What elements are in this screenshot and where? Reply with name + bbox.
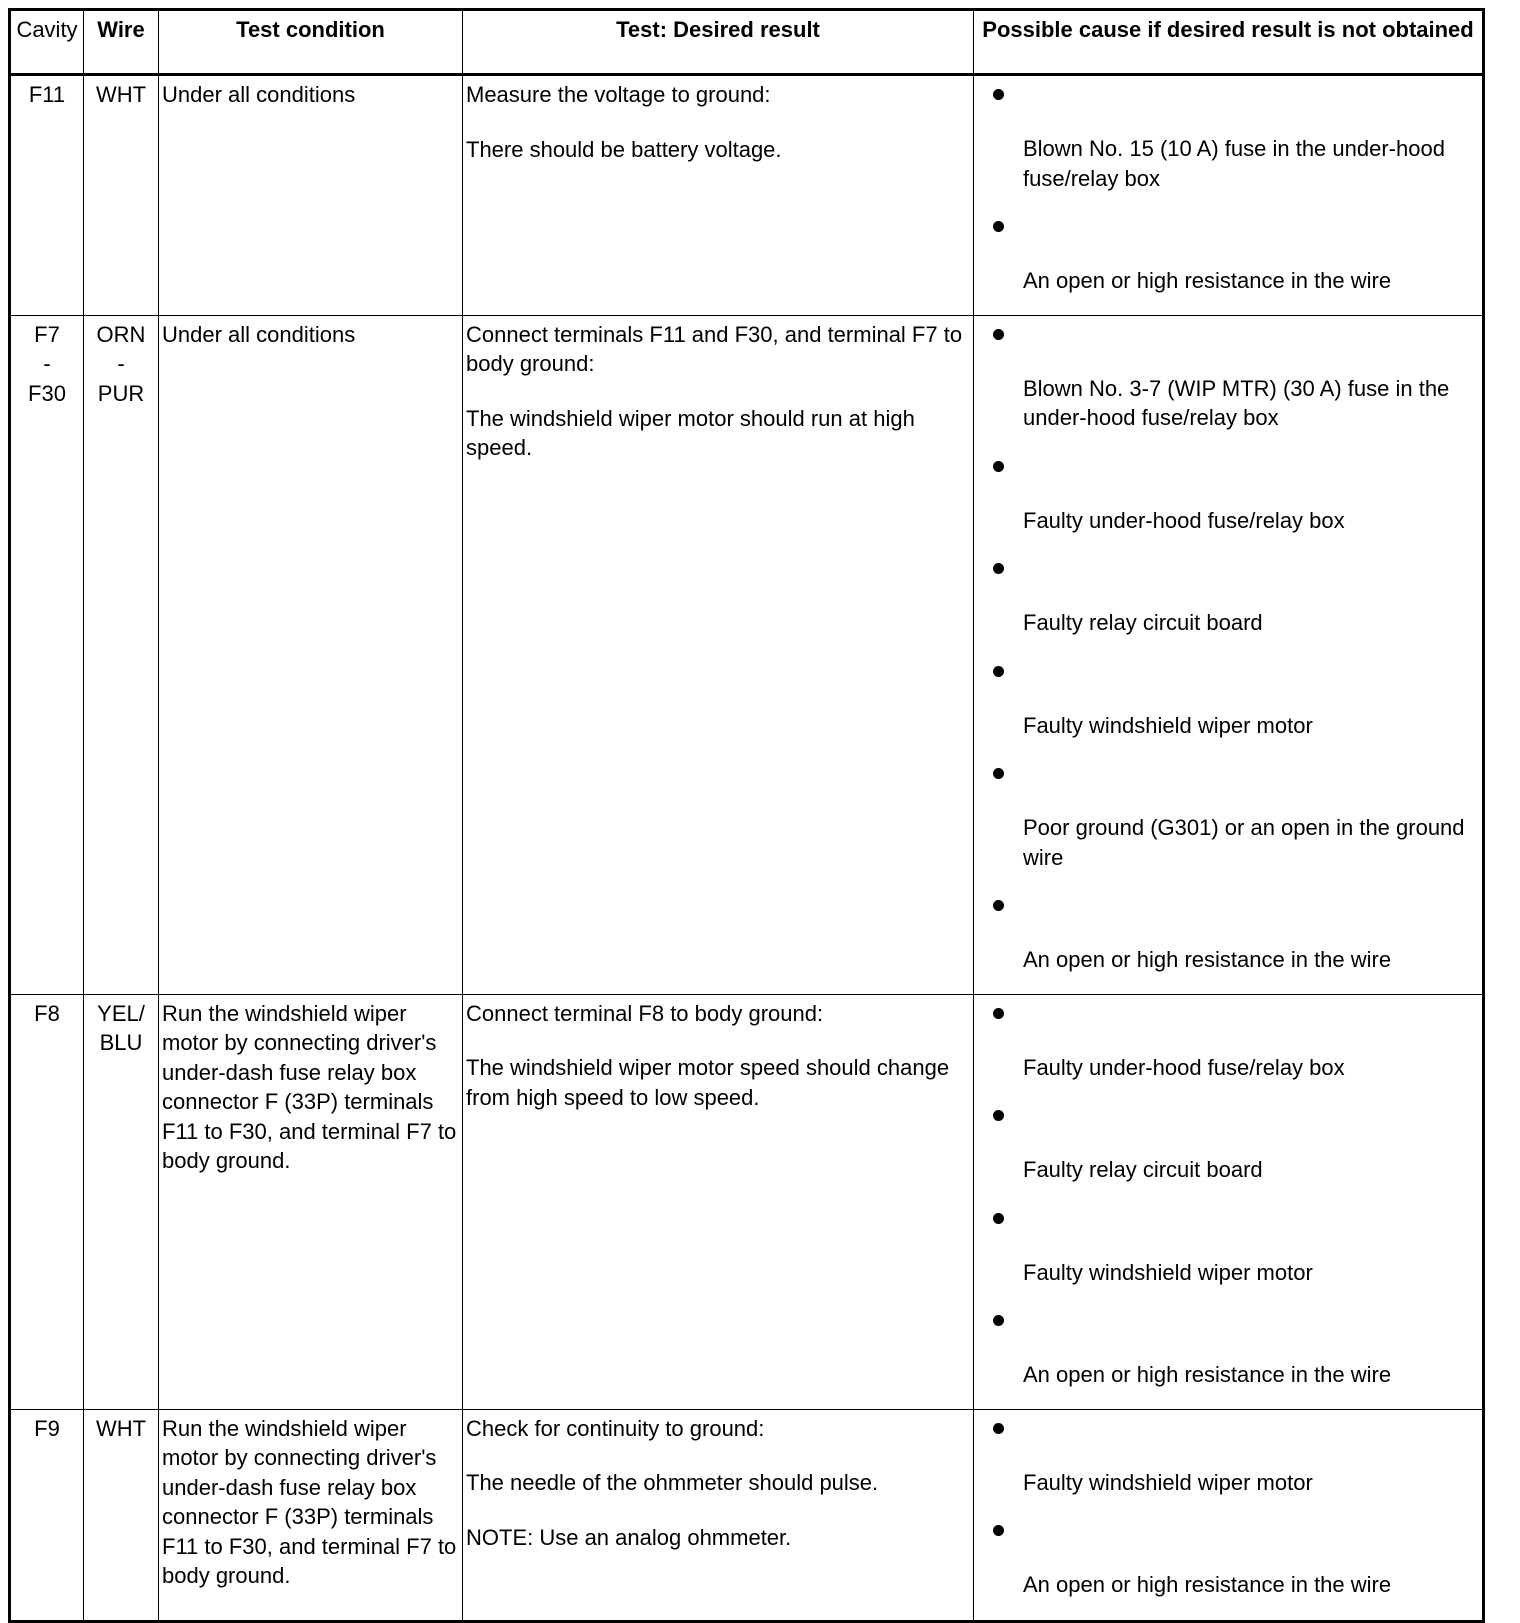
cavity-cell [10,75,84,316]
cause-text: An open or high resistance in the wire [1023,947,1392,972]
cavity-cell [10,315,84,994]
wire-cell [84,315,159,994]
cavity-line: F8 [34,1000,60,1026]
cause-item [974,759,1479,872]
cause-item [974,891,1479,975]
condition-cell: Under all conditions [159,315,463,994]
cause-item [974,1516,1479,1600]
cause-item [974,999,1479,1083]
result-text: Measure the voltage to ground: [466,82,771,107]
cause-cell [974,315,1484,994]
cavity-line: F7 [34,321,60,347]
cause-item [974,452,1479,536]
bullet [974,212,1479,241]
bullet-icon [993,89,1004,100]
diagnostic-table [8,8,1485,1623]
bullet [974,1516,1479,1545]
bullet [974,554,1479,583]
result-text: There should be battery voltage. [466,136,782,162]
cause-item [974,657,1479,741]
cause-text: Blown No. 3-7 (WIP MTR) (30 A) fuse in the under-hood fuse/relay box [1023,375,1450,430]
cavity-line: F11 [28,82,66,107]
wire-line: - [117,351,125,376]
bullet-icon [993,666,1004,677]
cause-item [974,1101,1479,1185]
cause-cell [974,75,1484,316]
wire-cell [84,1409,159,1621]
wire-cell [84,994,159,1409]
cause-text: Blown No. 15 (10 A) fuse in the under-hood fuse/relay box [1023,136,1445,191]
bullet-icon [993,563,1004,574]
bullet-icon [993,768,1004,779]
header-condition: Test condition [159,10,463,75]
condition-cell: Run the windshield wiper motor by connecting driver's under-dash fuse relay box connector F (33P) terminals F11 to F30, and terminal F7 to body ground. [159,994,463,1409]
header-wire: Wire [84,10,159,75]
result-cell [463,994,974,1409]
bullet [974,891,1479,920]
header-cavity: Cavity [10,10,84,75]
bullet [974,80,1479,109]
cause-item [974,80,1479,193]
result-cell [463,315,974,994]
bullet-icon [993,900,1004,911]
bullet [974,1414,1479,1443]
cause-text: Faulty under-hood fuse/relay box [1023,1054,1345,1080]
table-row [10,315,1484,994]
bullet [974,1204,1479,1233]
cause-cell [974,994,1484,1409]
cause-text: An open or high resistance in the wire [1023,268,1392,293]
cause-text: Faulty windshield wiper motor [1023,1259,1313,1285]
bullet-icon [993,1315,1004,1326]
result-text: The windshield wiper motor should run at high speed. [466,405,915,460]
cavity-line: F30 [28,380,66,406]
result-cell [463,1409,974,1621]
wire-line: YEL/ [97,1000,145,1026]
cause-item [974,320,1479,433]
table-row [10,1409,1484,1621]
result-text: Check for continuity to ground: [466,1415,765,1441]
wire-line: BLU [99,1030,143,1055]
result-text: The windshield wiper motor speed should change from high speed to low speed. [466,1055,950,1110]
wire-line: WHT [95,1415,147,1441]
cause-item [974,1414,1479,1498]
bullet [974,999,1479,1028]
bullet [974,452,1479,481]
bullet-icon [993,1110,1004,1121]
cause-text: Faulty windshield wiper motor [1023,1469,1313,1495]
wire-cell [84,75,159,316]
bullet-icon [993,221,1004,232]
bullet [974,1101,1479,1130]
bullet-icon [993,461,1004,472]
bullet-icon [993,1008,1004,1019]
result-text: NOTE: Use an analog ohmmeter. [466,1524,792,1550]
table-row [10,75,1484,316]
cause-text: An open or high resistance in the wire [1023,1362,1392,1387]
cause-item [974,1306,1479,1390]
cavity-cell [10,1409,84,1621]
cause-text: An open or high resistance in the wire [1023,1572,1392,1597]
bullet-icon [993,1423,1004,1434]
bullet [974,759,1479,788]
wire-line: PUR [97,380,145,406]
condition-cell: Run the windshield wiper motor by connecting driver's under-dash fuse relay box connector F (33P) terminals F11 to F30, and terminal F7 to body ground. [159,1409,463,1621]
table-row [10,994,1484,1409]
cause-item [974,554,1479,638]
bullet-icon [993,1213,1004,1224]
result-cell [463,75,974,316]
cause-text: Faulty under-hood fuse/relay box [1023,507,1345,533]
result-text: The needle of the ohmmeter should pulse. [466,1470,879,1495]
bullet-icon [993,1525,1004,1536]
bullet-icon [993,329,1004,340]
cavity-cell [10,994,84,1409]
cause-text: Faulty windshield wiper motor [1023,712,1313,738]
cause-item [974,1204,1479,1288]
wire-line: WHT [95,82,147,107]
cause-text: Faulty relay circuit board [1023,1157,1263,1182]
header-result: Test: Desired result [463,10,974,75]
header-cause: Possible cause if desired result is not obtained [974,10,1484,75]
header-row [10,10,1484,75]
cause-item [974,212,1479,296]
condition-cell: Under all conditions [159,75,463,316]
cavity-line: F9 [34,1415,60,1441]
cavity-line: - [43,351,51,376]
bullet [974,1306,1479,1335]
cause-text: Faulty relay circuit board [1023,610,1263,635]
cause-text: Poor ground (G301) or an open in the ground wire [1023,815,1465,870]
result-text: Connect terminals F11 and F30, and terminal F7 to body ground: [466,321,963,376]
bullet [974,657,1479,686]
bullet [974,320,1479,349]
wire-line: ORN [96,321,146,347]
cause-cell [974,1409,1484,1621]
result-text: Connect terminal F8 to body ground: [466,1000,824,1026]
